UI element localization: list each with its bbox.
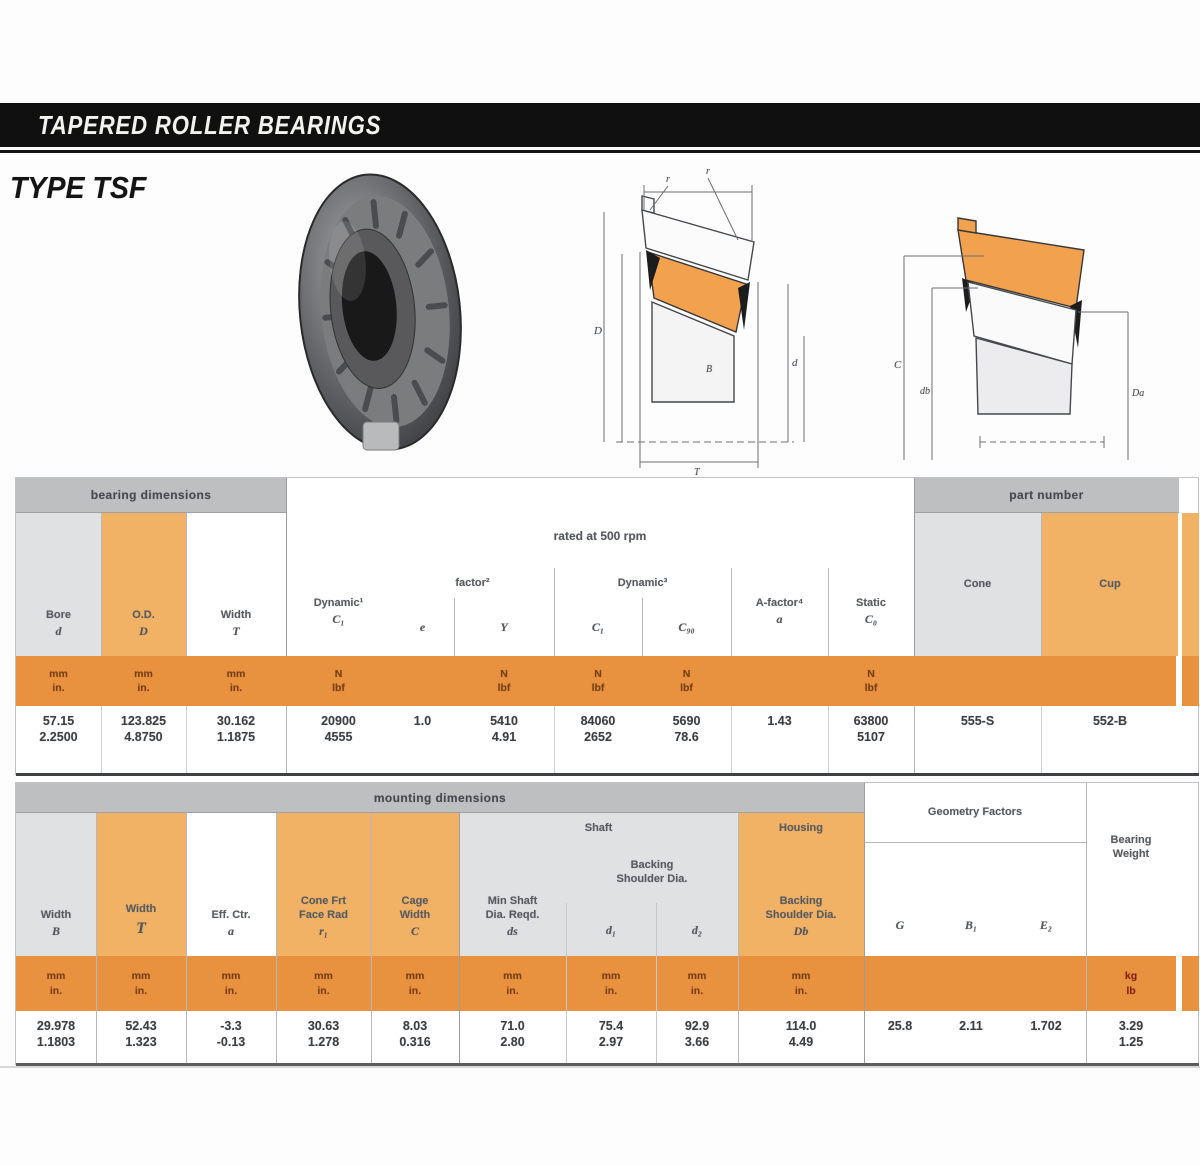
grid-line [459,813,460,1063]
col-od-sym: D [139,624,148,639]
cell-front-rad: 30.63 1.278 [307,1019,340,1050]
col-ds-label: Min Shaft Dia. Reqd. [485,894,540,921]
col-edge-sliver [1182,513,1199,656]
col-e-sym: e [419,620,426,635]
col-t [96,813,186,956]
grid-line [914,478,915,656]
col-b-label: Width [40,908,72,921]
col-bore-label: Bore [45,609,72,622]
col-g2 [936,893,1006,956]
grid-line [731,706,732,773]
units-od: mm in. [134,667,153,694]
units-weight: kg lb [1124,970,1138,997]
col-width-sym: T [232,624,240,639]
col-db [738,843,864,956]
col-y [454,598,554,656]
units-b: mm in. [46,970,66,997]
col-static-sym: C₀ [864,612,878,627]
col-g3 [1006,893,1086,956]
col-db-sym: Db [793,924,809,939]
col-afactor-sym: a [776,612,783,627]
dim-label-d: d [792,357,798,369]
cell-cup-part: 552-B [1092,714,1128,728]
col-t-label: Width [125,903,157,916]
col-d2 [656,903,738,956]
table-bottom-rule [16,773,1199,776]
col-bore [16,513,101,656]
masthead-bar [0,103,1200,147]
ratings-table [15,477,1199,775]
col-dynamic3-group [554,568,731,598]
grid-line [1041,513,1042,656]
units-c90: N lbf [680,667,693,694]
grid-line [96,813,97,1063]
grid-line [286,706,287,773]
units-y: N lbf [497,667,511,694]
cell-c1: 20900 4555 [321,714,356,745]
grid-line [186,513,187,656]
cell-g2: 2.11 [959,1019,983,1033]
grid-line [864,783,865,1063]
col-eff-ctr [186,813,276,956]
col-dynamic3-c1-sym: C₁ [591,620,605,635]
grid-line [371,813,372,1063]
cell-e: 1.0 [413,714,432,728]
grid-line [1086,783,1087,1063]
col-dynamic1-label: Dynamic¹ [313,597,364,610]
cell-ds: 71.0 2.80 [500,1019,525,1050]
col-dynamic3-c90 [642,598,731,656]
mounting-table [15,782,1199,1065]
band-geometry-factors [864,783,1086,843]
cell-a: 1.43 [767,714,792,728]
col-g1-sym: G [895,917,905,932]
col-front-rad-sym: r₁ [319,924,328,939]
grid-line [642,598,643,656]
col-cone-label: Cone [963,578,992,591]
units-bore: mm in. [49,667,68,694]
units-c0: N lbf [864,667,878,694]
units-strip-2-sliver [1182,956,1199,1011]
col-g2-sym: B₁ [964,917,978,932]
col-bore-sym: d [55,624,62,639]
col-y-sym: Y [500,620,508,635]
col-static [828,568,914,656]
col-od-label: O.D. [132,609,155,622]
col-cage-label: Cage Width [399,894,431,921]
dim-label-D: D [594,325,602,337]
col-front-rad [276,813,371,956]
cell-cone-part: 555-S [960,714,995,728]
col-d2-sym: d₂ [691,922,703,937]
col-cage-sym: C [410,924,419,939]
units-db: mm in. [791,970,811,997]
col-afactor [731,568,828,656]
geometry-factors-label: Geometry Factors [927,806,1023,819]
band-rating: rated at 500 rpm [553,528,647,543]
col-factor-label: factor² [455,576,490,589]
dim-label-B: B [706,364,713,375]
grid-line [731,568,732,656]
units-front-rad: mm in. [314,970,333,997]
col-dynamic3-c90-sym: C₉₀ [678,620,695,635]
col-b [16,813,96,956]
dim-label-db: db [920,386,930,397]
units-d1: mm in. [601,970,621,997]
col-b-sym: B [51,924,60,939]
units-strip-sliver [1182,656,1199,706]
col-ds [459,843,566,956]
grid-line [914,706,915,773]
units-c1: N lbf [332,667,345,694]
cell-weight: 3.29 1.25 [1118,1019,1144,1050]
col-cup-label: Cup [1099,578,1121,591]
col-afactor-label: A-factor⁴ [755,597,804,610]
bearing-photo [293,166,468,460]
cell-c0: 63800 5107 [853,714,889,745]
grid-line [828,706,829,773]
band-shaft [459,813,738,843]
grid-gap [1176,783,1179,1063]
band-bearing-dimensions: bearing dimensions [16,478,286,513]
grid-line [186,813,187,1063]
cell-cage: 8.03 0.316 [399,1019,431,1050]
col-static-label: Static [856,597,886,610]
grid-line [286,478,287,656]
grid-line [1041,706,1042,773]
units-t: mm in. [131,970,151,997]
grid-line [828,568,829,656]
grid-line [276,813,277,1063]
grid-line [656,903,657,1063]
cell-eff-ctr: -3.3 -0.13 [216,1019,246,1050]
grid-line [101,513,102,656]
units-eff-ctr: mm in. [221,970,241,997]
cell-d1: 75.4 2.97 [598,1019,624,1050]
dim-label-C: C [894,359,902,371]
col-weight: Bearing Weight [1110,834,1152,860]
grid-line [101,706,102,773]
band-shaft-label: Shaft [584,821,613,834]
backing-shaft-label: Backing Shoulder Dia. [616,859,688,885]
cell-db: 114.0 4.49 [785,1019,817,1050]
cell-y: 5410 4.91 [490,714,518,745]
band-housing [738,813,864,843]
grid-line [554,706,555,773]
units-width: mm in. [226,667,246,694]
col-eff-ctr-sym: a [228,924,234,939]
scan-artifact-line [0,1066,1200,1068]
units-cage: mm in. [405,970,425,997]
band-mounting-dimensions: mounting dimensions [16,783,864,813]
col-backing-shaft-label [566,843,738,903]
cell-c1-thrust: 84060 2652 [580,714,616,745]
col-dynamic1 [286,568,391,656]
cell-od: 123.825 4.8750 [120,714,167,745]
dim-label-r1: r [666,174,670,185]
col-cone [914,513,1041,656]
cell-d2: 92.9 3.66 [684,1019,710,1050]
grid-line [186,706,187,773]
page-title: TYPE TSF [10,170,147,205]
band-part-number: part number [914,478,1179,513]
col-t-sym: T [136,920,146,938]
col-ds-sym: ds [507,924,518,939]
col-eff-ctr-label: Eff. Ctr. [211,908,251,921]
cell-t: 52.43 1.323 [125,1019,157,1050]
band-housing-label: Housing [779,821,823,834]
cell-g1: 25.8 [887,1019,913,1033]
col-g1 [864,893,936,956]
bearing-section-diagram [588,152,816,477]
masthead-title: TAPERED ROLLER BEARINGS [38,109,382,140]
grid-gap [1178,513,1181,773]
col-front-rad-label: Cone Frt Face Rad [299,894,348,921]
col-dynamic3-label: Dynamic³ [617,576,668,589]
col-cage [371,813,459,956]
col-db-label: Backing Shoulder Dia. [765,894,837,921]
units-c1-thrust: N lbf [591,667,605,694]
col-cup [1041,513,1179,656]
cell-b: 29.978 1.1803 [36,1019,76,1050]
grid-line [566,903,567,1063]
col-width [186,513,286,656]
units-ds: mm in. [503,970,522,997]
col-factor-group [391,568,554,598]
col-e [391,598,454,656]
dim-label-Da: Da [1132,388,1145,399]
col-g3-sym: E₂ [1039,917,1053,932]
cone-assembly-diagram [892,196,1148,476]
col-dynamic1-sym: C₁ [332,612,345,627]
dim-label-T: T [694,467,700,477]
grid-line [554,568,555,656]
col-width-label: Width [220,609,252,622]
dim-label-r2: r [706,166,710,177]
cell-g3: 1.702 [1030,1019,1062,1033]
col-od [101,513,186,656]
cell-c90: 5690 78.6 [672,714,701,745]
grid-line [454,598,455,656]
col-d1 [566,903,656,956]
cell-width: 30.162 1.1875 [216,714,256,745]
grid-line [738,813,739,1063]
col-d1-sym: d₁ [605,922,617,937]
units-d2: mm in. [687,970,707,997]
cell-bore: 57.15 2.2500 [39,714,78,745]
col-dynamic3-c1 [554,598,642,656]
